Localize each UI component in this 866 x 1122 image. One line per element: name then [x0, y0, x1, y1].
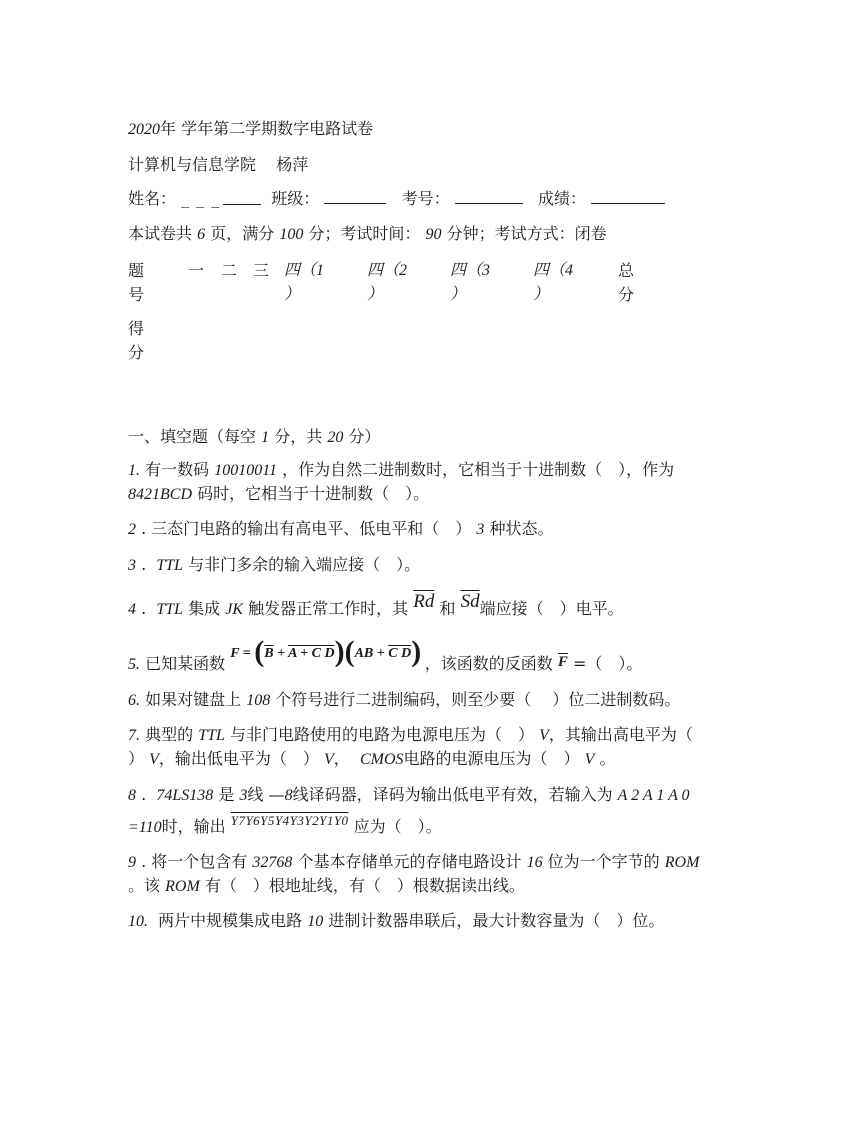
q7-d: ） [128, 749, 145, 768]
q1-b: ，作为自然二进制数时，它相当于十进制数（ ），作为 [282, 460, 675, 479]
question-4 [128, 591, 624, 621]
col-6-a: 四（3 [450, 262, 491, 279]
q6-b: 个符号进行二进制编码，则至少要（ ）位二进制数码。 [275, 690, 681, 709]
q5-plus1: + [277, 646, 286, 661]
question-1-line-1 [128, 459, 674, 482]
question-7-line-2 [128, 748, 616, 771]
q5-b: ，该函数的反函数 [424, 654, 553, 673]
q8-outputs: Y7Y6Y5Y4Y3Y2Y1Y0 [230, 813, 349, 828]
col-7-a: 四（4 [533, 262, 574, 279]
id-field[interactable] [455, 189, 523, 204]
question-8-line-2 [128, 813, 442, 839]
tihao-2: 号 [128, 285, 145, 304]
question-1-line-2 [128, 483, 429, 506]
question-7-line-1 [128, 724, 693, 747]
q2-text: . 三态门电路的输出有高电平、低电平和（ ） [141, 519, 472, 538]
q3-text: 与非门多余的输入端应接（ ）。 [188, 555, 421, 574]
q5-eq: = [242, 646, 251, 661]
q9-d: 。该 [128, 876, 161, 895]
col-4-b: ） [284, 286, 301, 303]
q5-a: 已知某函数 [145, 654, 226, 673]
paren-right-1: ) [334, 635, 345, 668]
question-6 [128, 689, 680, 712]
info-text-4: 分钟；考试方式：闭卷 [446, 224, 607, 243]
title-text: 年 学年第二学期数字电路试卷 [160, 119, 374, 138]
teacher: 杨萍 [276, 155, 309, 174]
q9-c: 位为一个字节的 [547, 852, 660, 871]
class-field[interactable] [324, 189, 386, 204]
col-4 [284, 259, 324, 307]
college: 计算机与信息学院 [128, 155, 257, 174]
col-5 [367, 259, 407, 307]
info-text-2: 页，满分 [210, 224, 275, 243]
q9-rom2: ROM [165, 878, 200, 895]
col-3: 三 [253, 261, 270, 280]
q1-bcd: 8421BCD [128, 486, 192, 503]
paren-left-2: ( [344, 635, 355, 668]
question-8-line-1 [128, 784, 690, 807]
q2-tail: 种状态。 [489, 519, 554, 538]
q5-term2: A + C D [288, 646, 335, 661]
id-label: 考号： [401, 189, 450, 208]
header-tihao [128, 259, 144, 307]
q7-v1: V [539, 727, 549, 744]
q7-f: ， [333, 749, 350, 768]
q9-n: 32768 [252, 854, 293, 871]
q8-val: =110 [128, 819, 162, 836]
q4-a: 集成 [188, 599, 221, 618]
q9-rom: ROM [664, 854, 700, 871]
paren-right-2: ) [411, 635, 422, 668]
q3-dot: . [141, 555, 147, 574]
q4-c: 端应接（ ）电平。 [479, 599, 624, 618]
heading-n2: 20 [327, 429, 344, 446]
q9-num: 9 [128, 854, 136, 871]
q10-a: 两片中规模集成电路 [158, 911, 303, 930]
col-1: 一 [188, 261, 205, 280]
q3-ttl: TTL [156, 557, 184, 574]
q8-inputs: A 2 A 1 A 0 [617, 787, 690, 804]
q7-b: 与非门电路使用的电路为电源电压为（ ） [230, 725, 535, 744]
q4-b: 触发器正常工作时，其 [248, 599, 409, 618]
q1-code: 10010011 [214, 462, 278, 479]
exam-info [128, 223, 607, 246]
q1-num: 1. [128, 462, 140, 479]
q7-num: 7. [128, 727, 140, 744]
score-row-2: 分 [128, 343, 145, 362]
q6-n: 108 [246, 692, 271, 709]
q8-b: 线 — [247, 785, 285, 804]
author-line [128, 154, 308, 176]
total-1: 总 [618, 261, 635, 280]
info-text-1: 本试卷共 [128, 224, 193, 243]
info-pages: 6 [197, 226, 206, 243]
q1-a: 有一数码 [145, 460, 210, 479]
q7-g: 电路的电源电压为（ ） [403, 749, 580, 768]
q4-ttl: TTL [156, 601, 184, 618]
exam-title [128, 118, 373, 141]
q5-num: 5. [128, 656, 140, 673]
q5-term3: AB [354, 646, 374, 661]
q8-a: 是 [218, 785, 235, 804]
q10-b: 进制计数器串联后，最大计数容量为（ ）位。 [328, 911, 665, 930]
question-2 [128, 518, 553, 541]
q6-a: 如果对键盘上 [145, 690, 242, 709]
student-fields [128, 188, 665, 210]
col-6 [450, 259, 490, 307]
q5-c: =（ ）。 [572, 654, 643, 673]
q7-v2: V [149, 751, 159, 768]
q5-f: F [230, 646, 240, 661]
q8-d: 时，输出 [161, 817, 226, 836]
info-full-score: 100 [279, 226, 304, 243]
heading-n1: 1 [261, 429, 270, 446]
col-total [618, 259, 634, 307]
q8-e: 应为（ ）。 [353, 817, 442, 836]
q9-a: . 将一个包含有 [141, 852, 248, 871]
title-year: 2020 [128, 121, 160, 138]
score-row-1: 得 [128, 319, 145, 338]
q5-term4: C D [388, 646, 412, 661]
heading-b: 分，共 [274, 427, 323, 446]
tihao-1: 题 [128, 261, 145, 280]
q4-jk: JK [225, 601, 244, 618]
q4-rd: $\overline{Rd}$ [413, 591, 435, 612]
q5-plus2: + [376, 646, 385, 661]
info-time: 90 [425, 226, 442, 243]
q6-num: 6. [128, 692, 140, 709]
score-label: 成绩： [538, 189, 587, 208]
q4-and: 和 [439, 599, 456, 618]
paren-left-1: ( [254, 635, 265, 668]
col-5-a: 四（2 [367, 262, 408, 279]
question-5 [128, 635, 643, 677]
q7-cmos: CMOS [359, 751, 404, 768]
q4-dot: . [141, 599, 147, 618]
q10-n: 10 [307, 913, 324, 930]
q9-e: 有（ ）根地址线，有（ ）根数据读出线。 [204, 876, 525, 895]
col-6-b: ） [450, 286, 467, 303]
col-7 [533, 259, 573, 307]
question-9-line-1 [128, 851, 699, 874]
q8-num: 8 [128, 787, 136, 804]
q2-n: 3 [476, 521, 485, 538]
section-1-heading [128, 426, 380, 449]
heading-a: 一、填空题（每空 [128, 427, 257, 446]
q10-num: 10. [128, 913, 148, 930]
name-field-dashes: _ _ _ [181, 189, 221, 208]
q7-e: ，输出低电平为（ ） [158, 749, 319, 768]
q8-dot: . [141, 785, 147, 804]
q5-f-bar: $\overline{F}$ [557, 654, 568, 670]
col-5-b: ） [367, 286, 384, 303]
q4-sd: $\overline{Sd}$ [460, 591, 480, 612]
info-text-3: 分；考试时间： [308, 224, 421, 243]
name-field[interactable] [181, 188, 261, 210]
q7-c: ，其输出高电平为（ [548, 725, 693, 744]
question-9-line-2 [128, 875, 525, 898]
class-label: 班级： [271, 189, 320, 208]
q7-a: 典型的 [145, 725, 194, 744]
name-label: 姓名： [128, 189, 177, 208]
q9-bits: 16 [526, 854, 543, 871]
col-7-b: ） [533, 286, 550, 303]
q7-v4: V [584, 751, 595, 768]
question-3 [128, 554, 420, 577]
score-field[interactable] [591, 189, 665, 204]
total-2: 分 [618, 285, 635, 304]
col-2: 二 [221, 261, 238, 280]
q8-c: 线译码器，译码为输出低电平有效，若输入为 [292, 785, 613, 804]
q1-c: 码时，它相当于十进制数（ ）。 [197, 484, 430, 503]
q5-formula [230, 635, 425, 668]
q9-b: 个基本存储单元的存储电路设计 [297, 852, 522, 871]
q7-ttl: TTL [198, 727, 225, 744]
q8-chip: 74LS138 [156, 787, 214, 804]
heading-c: 分） [348, 427, 381, 446]
q8-n8: 8 [284, 787, 293, 804]
q4-num: 4 [128, 601, 136, 618]
q3-num: 3 [128, 557, 136, 574]
question-10 [128, 910, 664, 933]
q7-v3: V [324, 751, 334, 768]
row-score-label [128, 317, 144, 365]
col-4-a: 四（1 [284, 262, 325, 279]
q2-num: 2 [128, 521, 136, 538]
q7-h: 。 [599, 749, 616, 768]
q5-term1: $\overline{B}$ [264, 646, 274, 661]
q8-n3: 3 [239, 787, 248, 804]
